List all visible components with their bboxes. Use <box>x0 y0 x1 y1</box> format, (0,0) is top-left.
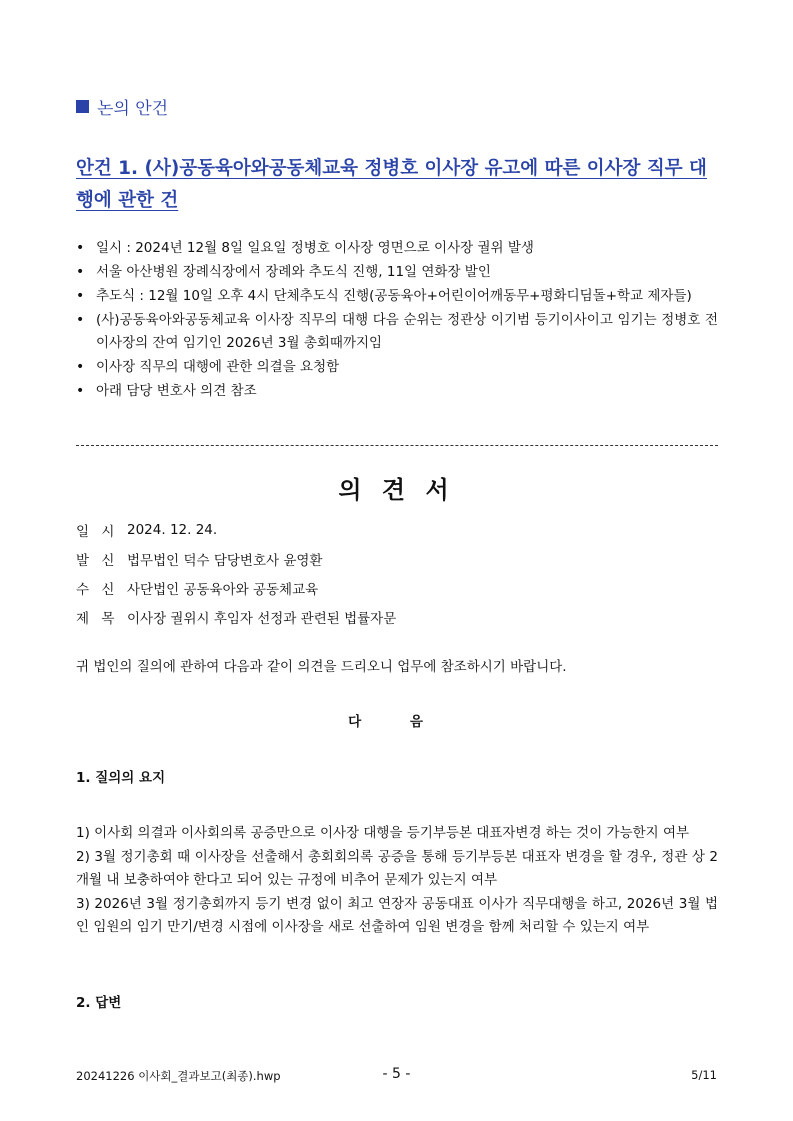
intro-paragraph: 귀 법인의 질의에 관하여 다음과 같이 의견을 드리오니 업무에 참조하시기 바랍니다. <box>76 659 567 675</box>
section-heading-text: 논의 안건 <box>97 99 169 119</box>
bullet-item: • 일시 : 2024년 12월 8일 일요일 정병호 이사장 영면으로 이사장 궐위 발생 <box>76 237 718 260</box>
bullet-dot-icon: • <box>76 359 85 375</box>
meta-label: 수 신 <box>76 581 119 598</box>
question-item: 3) 2026년 3월 정기총회까지 등기 변경 없이 최고 연장자 공동대표 이사가 직무대행을 하고, 2026년 3월 법인 임원의 임기 만기/변경 시점에 이사장을 새로 선출하여 임원 변경을 함께 처리할 수 있는지 여부 <box>76 896 718 935</box>
bullet-dot-icon: • <box>76 288 85 304</box>
bullet-dot-icon: • <box>76 312 85 328</box>
meta-row-date <box>76 515 396 544</box>
square-bullet-icon <box>76 100 89 113</box>
answer-heading: 2. 답변 <box>76 995 122 1011</box>
meta-row-recipient <box>76 573 396 602</box>
dashed-divider <box>76 445 718 446</box>
bullet-item: • 추도식 : 12월 10일 오후 4시 단체추도식 진행(공동육아+어린이어깨동무+평화디딤돌+학교 제자들) <box>76 285 718 308</box>
bullet-dot-icon: • <box>76 264 85 280</box>
meta-label: 제 목 <box>76 610 119 627</box>
meta-row-subject <box>76 602 396 631</box>
meta-row-sender <box>76 544 396 573</box>
bullet-item: • 이사장 직무의 대행에 관한 의결을 요청함 <box>76 356 718 379</box>
question-heading: 1. 질의의 요지 <box>76 770 166 786</box>
meta-value: 법무법인 덕수 담당변호사 윤영환 <box>127 552 323 569</box>
footer-filename: 20241226 이사회_결과보고(최종).hwp <box>76 1069 281 1083</box>
meta-value: 사단법인 공동육아와 공동체교육 <box>127 581 319 598</box>
section-heading <box>76 94 168 119</box>
footer-page-number: - 5 - <box>382 1066 411 1082</box>
agenda-title: 안건 1. (사)공동육아와공동체교육 정병호 이사장 유고에 따른 이사장 직무 대행에 관한 건 <box>76 158 707 211</box>
meta-label: 발 신 <box>76 552 119 569</box>
bullet-dot-icon: • <box>76 240 85 256</box>
question-item: 2) 3월 정기총회 때 이사장을 선출해서 총회회의록 공증을 통해 등기부등본 대표자 변경을 할 경우, 정관 상 2개월 내 보충하여야 한다고 되어 있는 규정에 비추어 문제가 있는지 여부 <box>76 849 718 888</box>
meta-value: 2024. 12. 24. <box>127 521 218 538</box>
da-eum-heading: 다 음 <box>348 714 445 730</box>
bullet-item: • 아래 담당 변호사 의견 참조 <box>76 380 718 403</box>
meta-value: 이사장 궐위시 후임자 선정과 관련된 법률자문 <box>127 610 397 627</box>
opinion-title: 의 견 서 <box>338 476 455 504</box>
bullet-item: • (사)공동육아와공동체교육 이사장 직무의 대행 다음 순위는 정관상 이기범 등기이사이고 임기는 정병호 전이사장의 잔여 임기인 2026년 3월 총회때까지임 <box>76 309 718 355</box>
bullet-item: • 서울 아산병원 장례식장에서 장례와 추도식 진행, 11일 연화장 발인 <box>76 261 718 284</box>
footer-page-count: 5/11 <box>691 1068 717 1082</box>
question-item: 1) 이사회 의결과 이사회의록 공증만으로 이사장 대행을 등기부등본 대표자변경 하는 것이 가능한지 여부 <box>76 825 690 841</box>
agenda-bullet-list <box>76 237 718 404</box>
meta-label: 일 시 <box>76 523 119 540</box>
bullet-dot-icon: • <box>76 383 85 399</box>
memo-meta <box>76 515 396 631</box>
question-list <box>76 822 718 940</box>
